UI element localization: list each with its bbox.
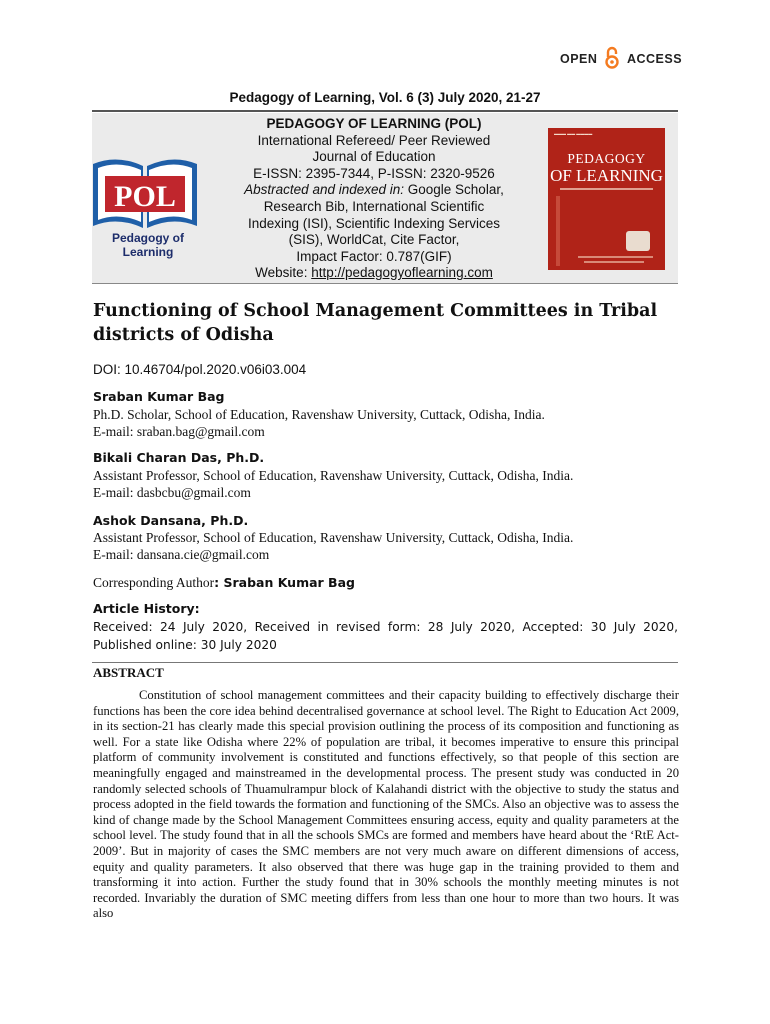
- abstract-heading: ABSTRACT: [93, 665, 164, 680]
- open-access-badge: [560, 46, 682, 73]
- info-line: International Refereed/ Peer Reviewed: [257, 132, 491, 148]
- affiliation-text: Ph.D. Scholar, School of Education, Ravenshaw University, Cuttack, Odisha, India.: [93, 407, 545, 422]
- website-label: Website:: [255, 265, 312, 281]
- journal-info: [214, 116, 534, 282]
- author-email[interactable]: E-mail: dansana.cie@gmail.com: [93, 547, 270, 562]
- author-email[interactable]: E-mail: sraban.bag@gmail.com: [93, 424, 265, 439]
- abstract-body: Constitution of school management committees and their capacity building to effectively discharge their functions has been the core idea behind decentralised governance at school level. The Right to Education Act 2009, in its section-21 has clearly made this special provision outlining the process of its composition and functioning as well. For a state like Odisha where 22% of population are tribal, it becomes imperative to ensure this principal platform of community involvement is constituted and functions effectively, so that people of this section are meaningfully engaged and mainstreamed in the developmental process. The present study was conducted in 20 randomly selected schools of Thuamulrampur block of Kalahandi district with the objective to study the status and process adopted in the field towards the formation and functioning of the SMCs. Also an objective was to assess the kind of change made by the School Management Committees ensuring access, equity and quality parameters at the school level. The study found that in all the schools SMCs are formed and members have heard about the ‘RtE Act-2009’. But in majority of cases the SMC members are not very much aware on different dimensions of access, equity and quality parameters. It also observed that there was huge gap in the training provided to them and transforming it into action. Further the study found that in 30% schools the monthly meeting minutes is not recorded. Invariably the duration of SMC meeting differs from less than one hour to more than two hours. It was also: [93, 688, 679, 921]
- cover-title: OF LEARNING: [550, 166, 663, 185]
- article-history-text: Received: 24 July 2020, Received in revised form: 28 July 2020, Accepted: 30 July 2020, Published online: 30 July 2020: [93, 620, 678, 652]
- author-affiliation: [93, 529, 693, 563]
- article-history-heading: Article History:: [93, 601, 200, 616]
- cover-footer: [578, 256, 653, 258]
- issn: E-ISSN: 2395-7344, P-ISSN: 2320-9526: [253, 165, 495, 181]
- indexing-text: Google Scholar,: [404, 182, 504, 198]
- author-name: Bikali Charan Das, Ph.D.: [93, 450, 265, 465]
- corresponding-author: [93, 575, 355, 591]
- open-access-right: ACCESS: [626, 51, 683, 66]
- cover-divider: [560, 188, 653, 190]
- affiliation-text: Assistant Professor, School of Education, Ravenshaw University, Cuttack, Odisha, India.: [93, 468, 574, 483]
- logo-caption: Pedagogy of Learning: [111, 231, 184, 259]
- divider: [92, 283, 678, 284]
- title-line: districts of Odisha: [93, 325, 274, 345]
- cover-title: PEDAGOGY: [567, 151, 646, 166]
- journal-citation: Pedagogy of Learning, Vol. 6 (3) July 2020, 21-27: [229, 90, 541, 105]
- indexing-line: [214, 182, 534, 199]
- info-line: Journal of Education: [312, 149, 436, 165]
- title-line: Functioning of School Management Committees in Tribal: [93, 301, 658, 321]
- doi[interactable]: DOI: 10.46704/pol.2020.v06i03.004: [93, 362, 307, 377]
- info-line: (SIS), WorldCat, Cite Factor,: [288, 232, 460, 248]
- cover-band: [556, 196, 560, 266]
- affiliation-text: Assistant Professor, School of Education, Ravenshaw University, Cuttack, Odisha, India.: [93, 530, 574, 545]
- corresponding-label: Corresponding Author: [93, 575, 215, 590]
- cover-header-strip: ▬▬▬ ▬▬ ▬▬▬▬: [554, 131, 593, 136]
- divider: [92, 662, 678, 663]
- info-line: Indexing (ISI), Scientific Indexing Services: [247, 215, 501, 231]
- author-affiliation: [93, 406, 693, 440]
- impact-factor: Impact Factor: 0.787(GIF): [296, 248, 452, 264]
- corresponding-name: : Sraban Kumar Bag: [214, 575, 355, 590]
- open-access-left: OPEN: [560, 51, 598, 66]
- journal-cover-image: [548, 128, 665, 270]
- author-affiliation: [93, 467, 693, 501]
- indexing-label: Abstracted and indexed in:: [244, 182, 405, 198]
- emblem-icon: [626, 231, 650, 251]
- article-title: [93, 299, 693, 347]
- author-name: Sraban Kumar Bag: [93, 389, 225, 404]
- cover-footer: [584, 261, 644, 263]
- author-name: Ashok Dansana, Ph.D.: [93, 513, 249, 528]
- open-lock-icon: [605, 46, 619, 73]
- info-line: Research Bib, International Scientific: [263, 198, 485, 214]
- journal-name: PEDAGOGY OF LEARNING (POL): [266, 116, 482, 131]
- divider: [92, 110, 678, 112]
- website-line: [214, 265, 534, 282]
- author-email[interactable]: E-mail: dasbcbu@gmail.com: [93, 485, 251, 500]
- logo-letters: POL: [114, 180, 176, 213]
- website-link[interactable]: http://pedagogyoflearning.com: [311, 265, 493, 281]
